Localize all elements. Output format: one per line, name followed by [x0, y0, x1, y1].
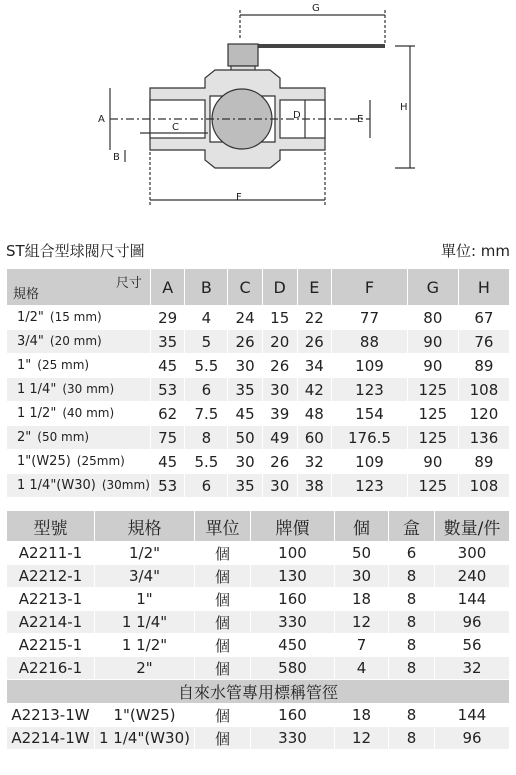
table-row	[7, 474, 510, 498]
price-cell: 8	[389, 611, 435, 634]
col-d: D	[262, 269, 297, 306]
dimension-value: 89	[458, 354, 509, 378]
dimension-value: 35	[150, 330, 185, 354]
price-cell: 450	[251, 634, 335, 657]
table-row	[7, 611, 510, 634]
dimension-table	[6, 268, 510, 498]
price-cell: 2"	[95, 657, 195, 680]
price-cell: 6	[389, 542, 435, 565]
dimension-value: 34	[297, 354, 332, 378]
price-cell: 1 1/4"(W30)	[95, 727, 195, 750]
price-cell: 240	[435, 565, 510, 588]
header-price: 牌價	[251, 511, 335, 542]
unit-label: 單位: mm	[440, 242, 510, 260]
price-cell: A2213-1W	[7, 704, 95, 727]
table-row	[7, 402, 510, 426]
label-b: B	[113, 152, 120, 163]
dimension-value: 109	[332, 450, 408, 474]
price-cell: 580	[251, 657, 335, 680]
price-cell: 1 1/4"	[95, 611, 195, 634]
price-cell: 8	[389, 727, 435, 750]
dimension-value: 90	[407, 354, 458, 378]
price-cell: A2211-1	[7, 542, 95, 565]
price-cell: 96	[435, 727, 510, 750]
dimension-value: 125	[407, 426, 458, 450]
section-title: ST組合型球閥尺寸圖	[6, 242, 145, 260]
dimension-value: 50	[228, 426, 263, 450]
price-cell: A2216-1	[7, 657, 95, 680]
table-row	[7, 704, 510, 727]
price-cell: 個	[195, 704, 251, 727]
table-row	[7, 634, 510, 657]
price-cell: 7	[335, 634, 389, 657]
dimension-value: 125	[407, 378, 458, 402]
size-inch: 3/4"	[17, 334, 44, 349]
dimension-value: 30	[262, 378, 297, 402]
dimension-value: 22	[297, 306, 332, 330]
price-cell: 50	[335, 542, 389, 565]
dimension-value: 4	[185, 306, 228, 330]
label-f: F	[236, 192, 242, 203]
price-cell: 18	[335, 588, 389, 611]
header-qty: 數量/件	[435, 511, 510, 542]
label-h: H	[400, 102, 408, 113]
price-cell: 4	[335, 657, 389, 680]
price-cell: 個	[195, 565, 251, 588]
price-cell: 56	[435, 634, 510, 657]
table-row	[7, 354, 510, 378]
header-box: 盒	[389, 511, 435, 542]
col-h: H	[458, 269, 509, 306]
sub-header-row	[7, 680, 510, 704]
size-inch: 1 1/2"	[17, 406, 57, 421]
price-cell: 12	[335, 727, 389, 750]
dimension-value: 77	[332, 306, 408, 330]
size-inch: 1 1/4"(W30)	[17, 478, 96, 493]
price-cell: A2213-1	[7, 588, 95, 611]
price-cell: 32	[435, 657, 510, 680]
label-g: G	[312, 3, 320, 14]
dimension-value: 26	[297, 330, 332, 354]
dimension-value: 32	[297, 450, 332, 474]
dimension-value: 29	[150, 306, 185, 330]
size-mm: (25mm)	[76, 454, 125, 468]
size-cell	[7, 474, 151, 498]
price-cell: 8	[389, 704, 435, 727]
dimension-value: 45	[150, 450, 185, 474]
table-row	[7, 588, 510, 611]
price-cell: 1"(W25)	[95, 704, 195, 727]
price-cell: A2215-1	[7, 634, 95, 657]
dimension-value: 5	[185, 330, 228, 354]
price-cell: 100	[251, 542, 335, 565]
price-cell: 8	[389, 634, 435, 657]
dimension-value: 75	[150, 426, 185, 450]
dimension-value: 39	[262, 402, 297, 426]
ball-valve-drawing	[0, 0, 516, 225]
price-cell: 3/4"	[95, 565, 195, 588]
dimension-value: 6	[185, 474, 228, 498]
table-row	[7, 378, 510, 402]
size-cell	[7, 306, 151, 330]
dimension-value: 49	[262, 426, 297, 450]
dimension-value: 67	[458, 306, 509, 330]
dimension-value: 90	[407, 450, 458, 474]
dimension-value: 35	[228, 378, 263, 402]
size-mm: (40 mm)	[62, 406, 115, 420]
price-cell: 330	[251, 611, 335, 634]
dimension-value: 53	[150, 474, 185, 498]
price-cell: 30	[335, 565, 389, 588]
dimension-value: 125	[407, 474, 458, 498]
size-cell	[7, 354, 151, 378]
price-cell: 個	[195, 727, 251, 750]
table-row	[7, 542, 510, 565]
table-row	[7, 565, 510, 588]
price-cell: 18	[335, 704, 389, 727]
dimension-value: 38	[297, 474, 332, 498]
dimension-value: 123	[332, 474, 408, 498]
dimension-value: 35	[228, 474, 263, 498]
price-cell: 1/2"	[95, 542, 195, 565]
dimension-value: 123	[332, 378, 408, 402]
dimension-value: 45	[228, 402, 263, 426]
corner-top-label: 尺寸	[115, 276, 142, 291]
table-row	[7, 330, 510, 354]
header-pieces: 個	[335, 511, 389, 542]
size-inch: 1 1/4"	[17, 382, 57, 397]
price-cell: 8	[389, 588, 435, 611]
price-cell: 個	[195, 542, 251, 565]
price-cell: 160	[251, 588, 335, 611]
size-cell	[7, 402, 151, 426]
size-mm: (25 mm)	[37, 358, 90, 372]
dimension-value: 30	[228, 450, 263, 474]
col-g: G	[407, 269, 458, 306]
dimension-value: 26	[228, 330, 263, 354]
dimension-value: 53	[150, 378, 185, 402]
header-spec: 規格	[95, 511, 195, 542]
price-cell: 個	[195, 588, 251, 611]
label-a: A	[98, 114, 105, 125]
dimension-value: 80	[407, 306, 458, 330]
size-cell	[7, 378, 151, 402]
dimension-value: 48	[297, 402, 332, 426]
table-row	[7, 657, 510, 680]
dimension-value: 30	[228, 354, 263, 378]
col-a: A	[150, 269, 185, 306]
col-f: F	[332, 269, 408, 306]
dimension-value: 120	[458, 402, 509, 426]
dimension-header-row	[7, 269, 510, 306]
dimension-value: 30	[262, 474, 297, 498]
price-cell: 144	[435, 588, 510, 611]
dimension-value: 62	[150, 402, 185, 426]
size-mm: (30 mm)	[62, 382, 115, 396]
label-e: E	[357, 114, 364, 125]
dimension-value: 154	[332, 402, 408, 426]
price-cell: 144	[435, 704, 510, 727]
dimension-value: 45	[150, 354, 185, 378]
dimension-value: 5.5	[185, 450, 228, 474]
dimension-value: 89	[458, 450, 509, 474]
dimension-value: 108	[458, 474, 509, 498]
price-cell: 300	[435, 542, 510, 565]
dimension-value: 26	[262, 450, 297, 474]
price-cell: A2214-1	[7, 611, 95, 634]
price-cell: 8	[389, 657, 435, 680]
size-mm: (15 mm)	[49, 310, 102, 324]
dimension-value: 136	[458, 426, 509, 450]
dimension-value: 8	[185, 426, 228, 450]
table-row	[7, 306, 510, 330]
sub-header-label: 自來水管專用標稱管徑	[7, 680, 510, 704]
size-mm: (20 mm)	[49, 334, 102, 348]
price-cell: 12	[335, 611, 389, 634]
price-cell: A2212-1	[7, 565, 95, 588]
dimension-value: 76	[458, 330, 509, 354]
size-inch: 1"(W25)	[17, 454, 71, 469]
price-cell: 1"	[95, 588, 195, 611]
size-inch: 1/2"	[17, 310, 44, 325]
dimension-value: 6	[185, 378, 228, 402]
price-cell: 1 1/2"	[95, 634, 195, 657]
corner-bottom-label: 規格	[13, 287, 40, 302]
col-b: B	[185, 269, 228, 306]
price-cell: 96	[435, 611, 510, 634]
price-table	[6, 510, 510, 750]
dimension-value: 108	[458, 378, 509, 402]
price-cell: 8	[389, 565, 435, 588]
col-c: C	[228, 269, 263, 306]
dimension-value: 7.5	[185, 402, 228, 426]
header-model: 型號	[7, 511, 95, 542]
price-cell: 330	[251, 727, 335, 750]
dimension-value: 26	[262, 354, 297, 378]
dimension-value: 125	[407, 402, 458, 426]
price-cell: 160	[251, 704, 335, 727]
price-cell: 個	[195, 611, 251, 634]
size-mm: (30mm)	[101, 478, 150, 492]
col-e: E	[297, 269, 332, 306]
price-cell: 個	[195, 657, 251, 680]
header-unit: 單位	[195, 511, 251, 542]
size-cell	[7, 330, 151, 354]
dimension-value: 60	[297, 426, 332, 450]
label-c: C	[172, 122, 179, 133]
label-d: D	[293, 110, 301, 121]
dimension-value: 20	[262, 330, 297, 354]
price-cell: 個	[195, 634, 251, 657]
size-inch: 2"	[17, 430, 32, 445]
dimension-value: 90	[407, 330, 458, 354]
size-cell	[7, 450, 151, 474]
corner-header	[7, 269, 151, 306]
size-inch: 1"	[17, 358, 32, 373]
price-cell: 130	[251, 565, 335, 588]
size-mm: (50 mm)	[37, 430, 90, 444]
dimension-value: 176.5	[332, 426, 408, 450]
price-cell: A2214-1W	[7, 727, 95, 750]
dimension-value: 109	[332, 354, 408, 378]
table-row	[7, 727, 510, 750]
price-header-row	[7, 511, 510, 542]
dimension-value: 15	[262, 306, 297, 330]
size-cell	[7, 426, 151, 450]
dimension-value: 24	[228, 306, 263, 330]
dimension-value: 42	[297, 378, 332, 402]
dimension-value: 88	[332, 330, 408, 354]
dimension-value: 5.5	[185, 354, 228, 378]
table-row	[7, 450, 510, 474]
table-row	[7, 426, 510, 450]
